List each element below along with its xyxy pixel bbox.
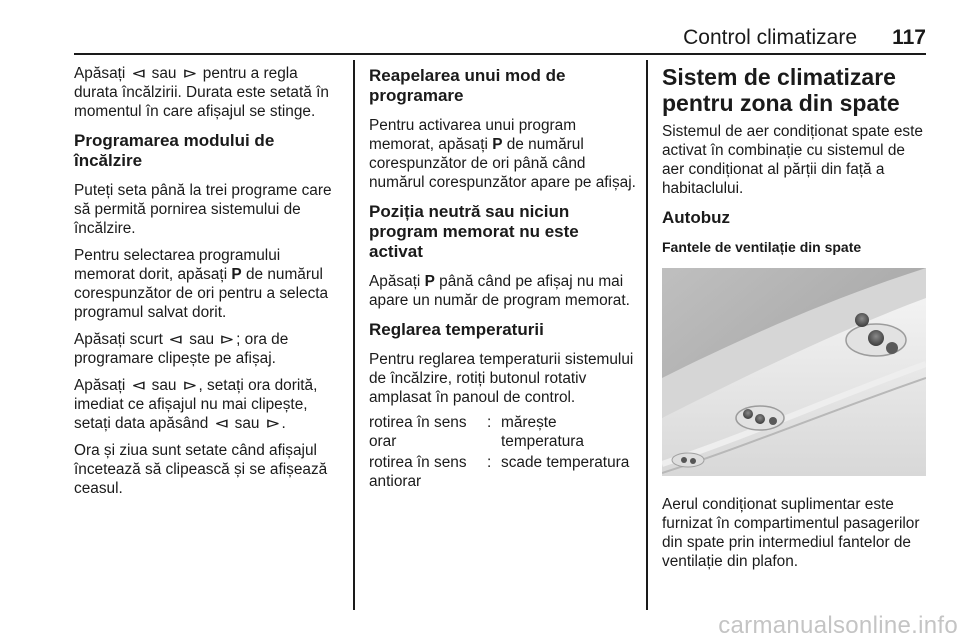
paragraph-set-time: Apăsați ⊲ sau ⊳, setați ora dorită, imediat ce afișajul nu mai clipește, setați data apăsând ⊲ sau ⊳. bbox=[74, 377, 318, 432]
key-p: P bbox=[231, 266, 242, 283]
vent-group-lower bbox=[672, 453, 704, 467]
heading-temperature: Reglarea temperaturii bbox=[369, 320, 544, 339]
table-sep: : bbox=[487, 414, 492, 431]
column-divider-2 bbox=[646, 60, 648, 610]
table-desc: scade temperatura bbox=[501, 454, 630, 471]
key-p: P bbox=[492, 136, 503, 153]
paragraph-temperature: Pentru reglarea temperaturii sistemului de încălzire, rotiți butonul rotativ amplasat în panoul de control. bbox=[369, 351, 634, 406]
right-arrow-icon: ⊳ bbox=[265, 415, 281, 431]
left-arrow-icon: ⊲ bbox=[213, 415, 230, 431]
column-divider-1 bbox=[353, 60, 355, 610]
paragraph-duration: Apăsați ⊲ sau ⊳ pentru a regla durata încălzirii. Durata este setată în momentul în care afișajul se stinge. bbox=[74, 65, 329, 120]
heading-bus: Autobuz bbox=[662, 208, 730, 227]
left-arrow-icon: ⊲ bbox=[130, 65, 147, 81]
column-1 bbox=[74, 64, 344, 506]
heading-programming: Programarea modului de încălzire bbox=[74, 131, 275, 170]
table-term: rotirea în sens orar bbox=[369, 414, 467, 450]
column-3 bbox=[662, 64, 930, 579]
paragraph-rear-ac: Sistemul de aer condiționat spate este activat în combinație cu sistemul de aer condiționat al părții din față a habitaclului. bbox=[662, 123, 923, 197]
paragraph-clock: Ora și ziua sunt setate când afișajul încetează să clipească și se afișează ceasul. bbox=[74, 442, 328, 497]
page-number: 117 bbox=[892, 26, 926, 49]
right-arrow-icon: ⊳ bbox=[181, 65, 198, 81]
header-rule bbox=[74, 53, 926, 55]
heading-rear-vents: Fantele de ventilație din spate bbox=[662, 239, 862, 255]
key-p: P bbox=[424, 273, 435, 290]
heading-recall-mode: Reapelarea unui mod de programare bbox=[369, 66, 566, 105]
right-arrow-icon: ⊳ bbox=[219, 331, 235, 347]
paragraph-neutral: Apăsați P până când pe afișaj nu mai apare un număr de program memorat. bbox=[369, 273, 630, 309]
table-term: rotirea în sens antiorar bbox=[369, 454, 467, 490]
page-header bbox=[0, 22, 960, 50]
paragraph-select-program: Pentru selectarea programului memorat dorit, apăsați P de numărul corespunzător de ori pentru a selecta programul salvat dorit. bbox=[74, 247, 329, 321]
watermark: carmanualsonline.info bbox=[718, 612, 958, 639]
ceiling-vents-photo bbox=[662, 268, 926, 476]
right-arrow-icon: ⊳ bbox=[181, 377, 198, 393]
paragraph-activate-program: Pentru activarea unui program memorat, apăsați P de numărul corespunzător de ori până când numărul corespunzător apare pe afișaj. bbox=[369, 117, 636, 191]
rotation-table bbox=[369, 413, 637, 491]
left-arrow-icon: ⊲ bbox=[130, 377, 147, 393]
table-desc: mărește temperatura bbox=[501, 414, 584, 450]
section-title: Control climatizare bbox=[683, 26, 857, 49]
left-arrow-icon: ⊲ bbox=[168, 331, 184, 347]
table-sep: : bbox=[487, 454, 492, 471]
paragraph-extra-air: Aerul condiționat suplimentar este furnizat în compartimentul pasagerilor din spate prin intermediul fantelor de ventilație din plafon. bbox=[662, 496, 920, 570]
paragraph-programs: Puteți seta până la trei programe care să permită pornirea sistemului de încălzire. bbox=[74, 182, 332, 237]
vent-group-middle bbox=[736, 406, 784, 430]
heading-neutral-position: Poziția neutră sau niciun program memorat nu este activat bbox=[369, 202, 579, 261]
paragraph-short-press: Apăsați scurt ⊲ sau ⊳; ora de programare clipește pe afișaj. bbox=[74, 331, 289, 367]
column-2 bbox=[369, 64, 637, 491]
heading-rear-climate: Sistem de climatizare pentru zona din spate bbox=[662, 64, 900, 116]
